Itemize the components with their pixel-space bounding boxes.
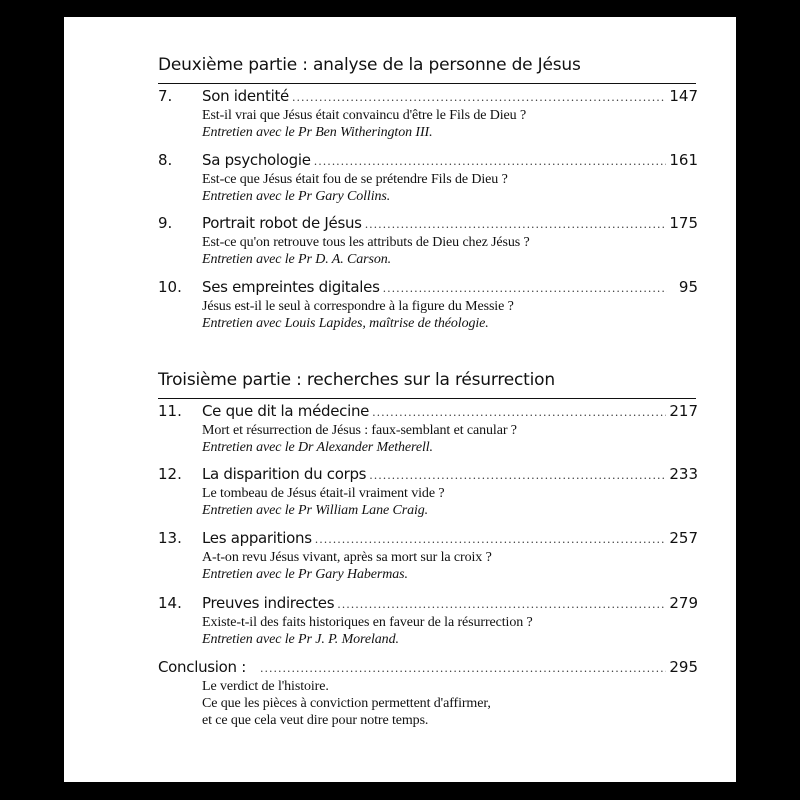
chapter-title: La disparition du corps	[202, 465, 367, 483]
toc-entry-12	[158, 465, 698, 519]
page-number: 295	[669, 658, 698, 676]
page-number: 217	[669, 402, 698, 420]
chapter-question: Le tombeau de Jésus était-il vraiment vide ?	[202, 486, 445, 501]
chapter-interview: Entretien avec le Pr Gary Collins.	[202, 189, 391, 204]
chapter-number: 13.	[158, 529, 182, 547]
page-number: 233	[669, 465, 698, 483]
leader-dots	[260, 662, 666, 675]
conclusion-line: Le verdict de l'histoire.	[202, 679, 329, 694]
chapter-number: 7.	[158, 87, 173, 105]
conclusion-line: Ce que les pièces à conviction permettent d'affirmer,	[202, 696, 491, 711]
chapter-question: Jésus est-il le seul à correspondre à la figure du Messie ?	[202, 299, 514, 314]
leader-dots	[315, 533, 667, 546]
chapter-question: Est-il vrai que Jésus était convaincu d'être le Fils de Dieu ?	[202, 108, 527, 123]
toc-entry-13	[158, 529, 698, 583]
page-number: 147	[669, 87, 698, 105]
toc-entry-8	[158, 151, 698, 205]
chapter-question: A-t-on revu Jésus vivant, après sa mort sur la croix ?	[202, 550, 492, 565]
toc-entry-9	[158, 214, 698, 268]
conclusion-title: Conclusion :	[158, 658, 246, 676]
part-two-title: Deuxième partie : analyse de la personne de Jésus	[158, 55, 581, 75]
chapter-number: 12.	[158, 465, 182, 483]
chapter-number: 8.	[158, 151, 173, 169]
chapter-question: Est-ce qu'on retrouve tous les attributs de Dieu chez Jésus ?	[202, 235, 530, 250]
toc-entry-7	[158, 87, 698, 141]
chapter-interview: Entretien avec le Pr Ben Witherington III.	[202, 125, 433, 140]
part-three-rule	[158, 398, 696, 399]
chapter-title: Ce que dit la médecine	[202, 402, 370, 420]
chapter-title: Sa psychologie	[202, 151, 311, 169]
part-three-heading	[158, 370, 698, 399]
chapter-title: Preuves indirectes	[202, 594, 335, 612]
leader-dots	[372, 406, 666, 419]
toc-entry-14	[158, 594, 698, 648]
leader-dots	[365, 218, 667, 231]
leader-dots	[337, 598, 666, 611]
page-number: 279	[669, 594, 698, 612]
page-number: 257	[669, 529, 698, 547]
toc-entry-10	[158, 278, 698, 332]
chapter-title: Les apparitions	[202, 529, 312, 547]
page-number: 175	[669, 214, 698, 232]
chapter-title: Son identité	[202, 87, 289, 105]
conclusion-line: et ce que cela veut dire pour notre temps.	[202, 713, 429, 728]
chapter-question: Est-ce que Jésus était fou de se prétendre Fils de Dieu ?	[202, 172, 508, 187]
chapter-interview: Entretien avec Louis Lapides, maîtrise de théologie.	[202, 316, 489, 331]
chapter-question: Mort et résurrection de Jésus : faux-semblant et canular ?	[202, 423, 517, 438]
leader-dots	[314, 155, 667, 168]
chapter-interview: Entretien avec le Pr D. A. Carson.	[202, 252, 392, 267]
toc-entry-conclusion	[158, 658, 698, 729]
chapter-title: Ses empreintes digitales	[202, 278, 380, 296]
page-number: 95	[678, 278, 698, 296]
chapter-question: Existe-t-il des faits historiques en faveur de la résurrection ?	[202, 615, 533, 630]
part-two-heading	[158, 55, 698, 84]
chapter-interview: Entretien avec le Pr J. P. Moreland.	[202, 632, 399, 647]
leader-dots	[369, 469, 666, 482]
chapter-interview: Entretien avec le Pr William Lane Craig.	[202, 503, 429, 518]
chapter-number: 9.	[158, 214, 173, 232]
chapter-interview: Entretien avec le Dr Alexander Metherell.	[202, 440, 433, 455]
chapter-interview: Entretien avec le Pr Gary Habermas.	[202, 567, 408, 582]
toc-entry-11	[158, 402, 698, 456]
part-two-rule	[158, 83, 696, 84]
leader-dots	[292, 91, 666, 104]
chapter-number: 14.	[158, 594, 182, 612]
book-page	[64, 17, 736, 782]
part-three-title: Troisième partie : recherches sur la résurrection	[158, 370, 555, 390]
chapter-title: Portrait robot de Jésus	[202, 214, 362, 232]
leader-dots	[383, 282, 667, 295]
page-number: 161	[669, 151, 698, 169]
chapter-number: 11.	[158, 402, 182, 420]
chapter-number: 10.	[158, 278, 182, 296]
